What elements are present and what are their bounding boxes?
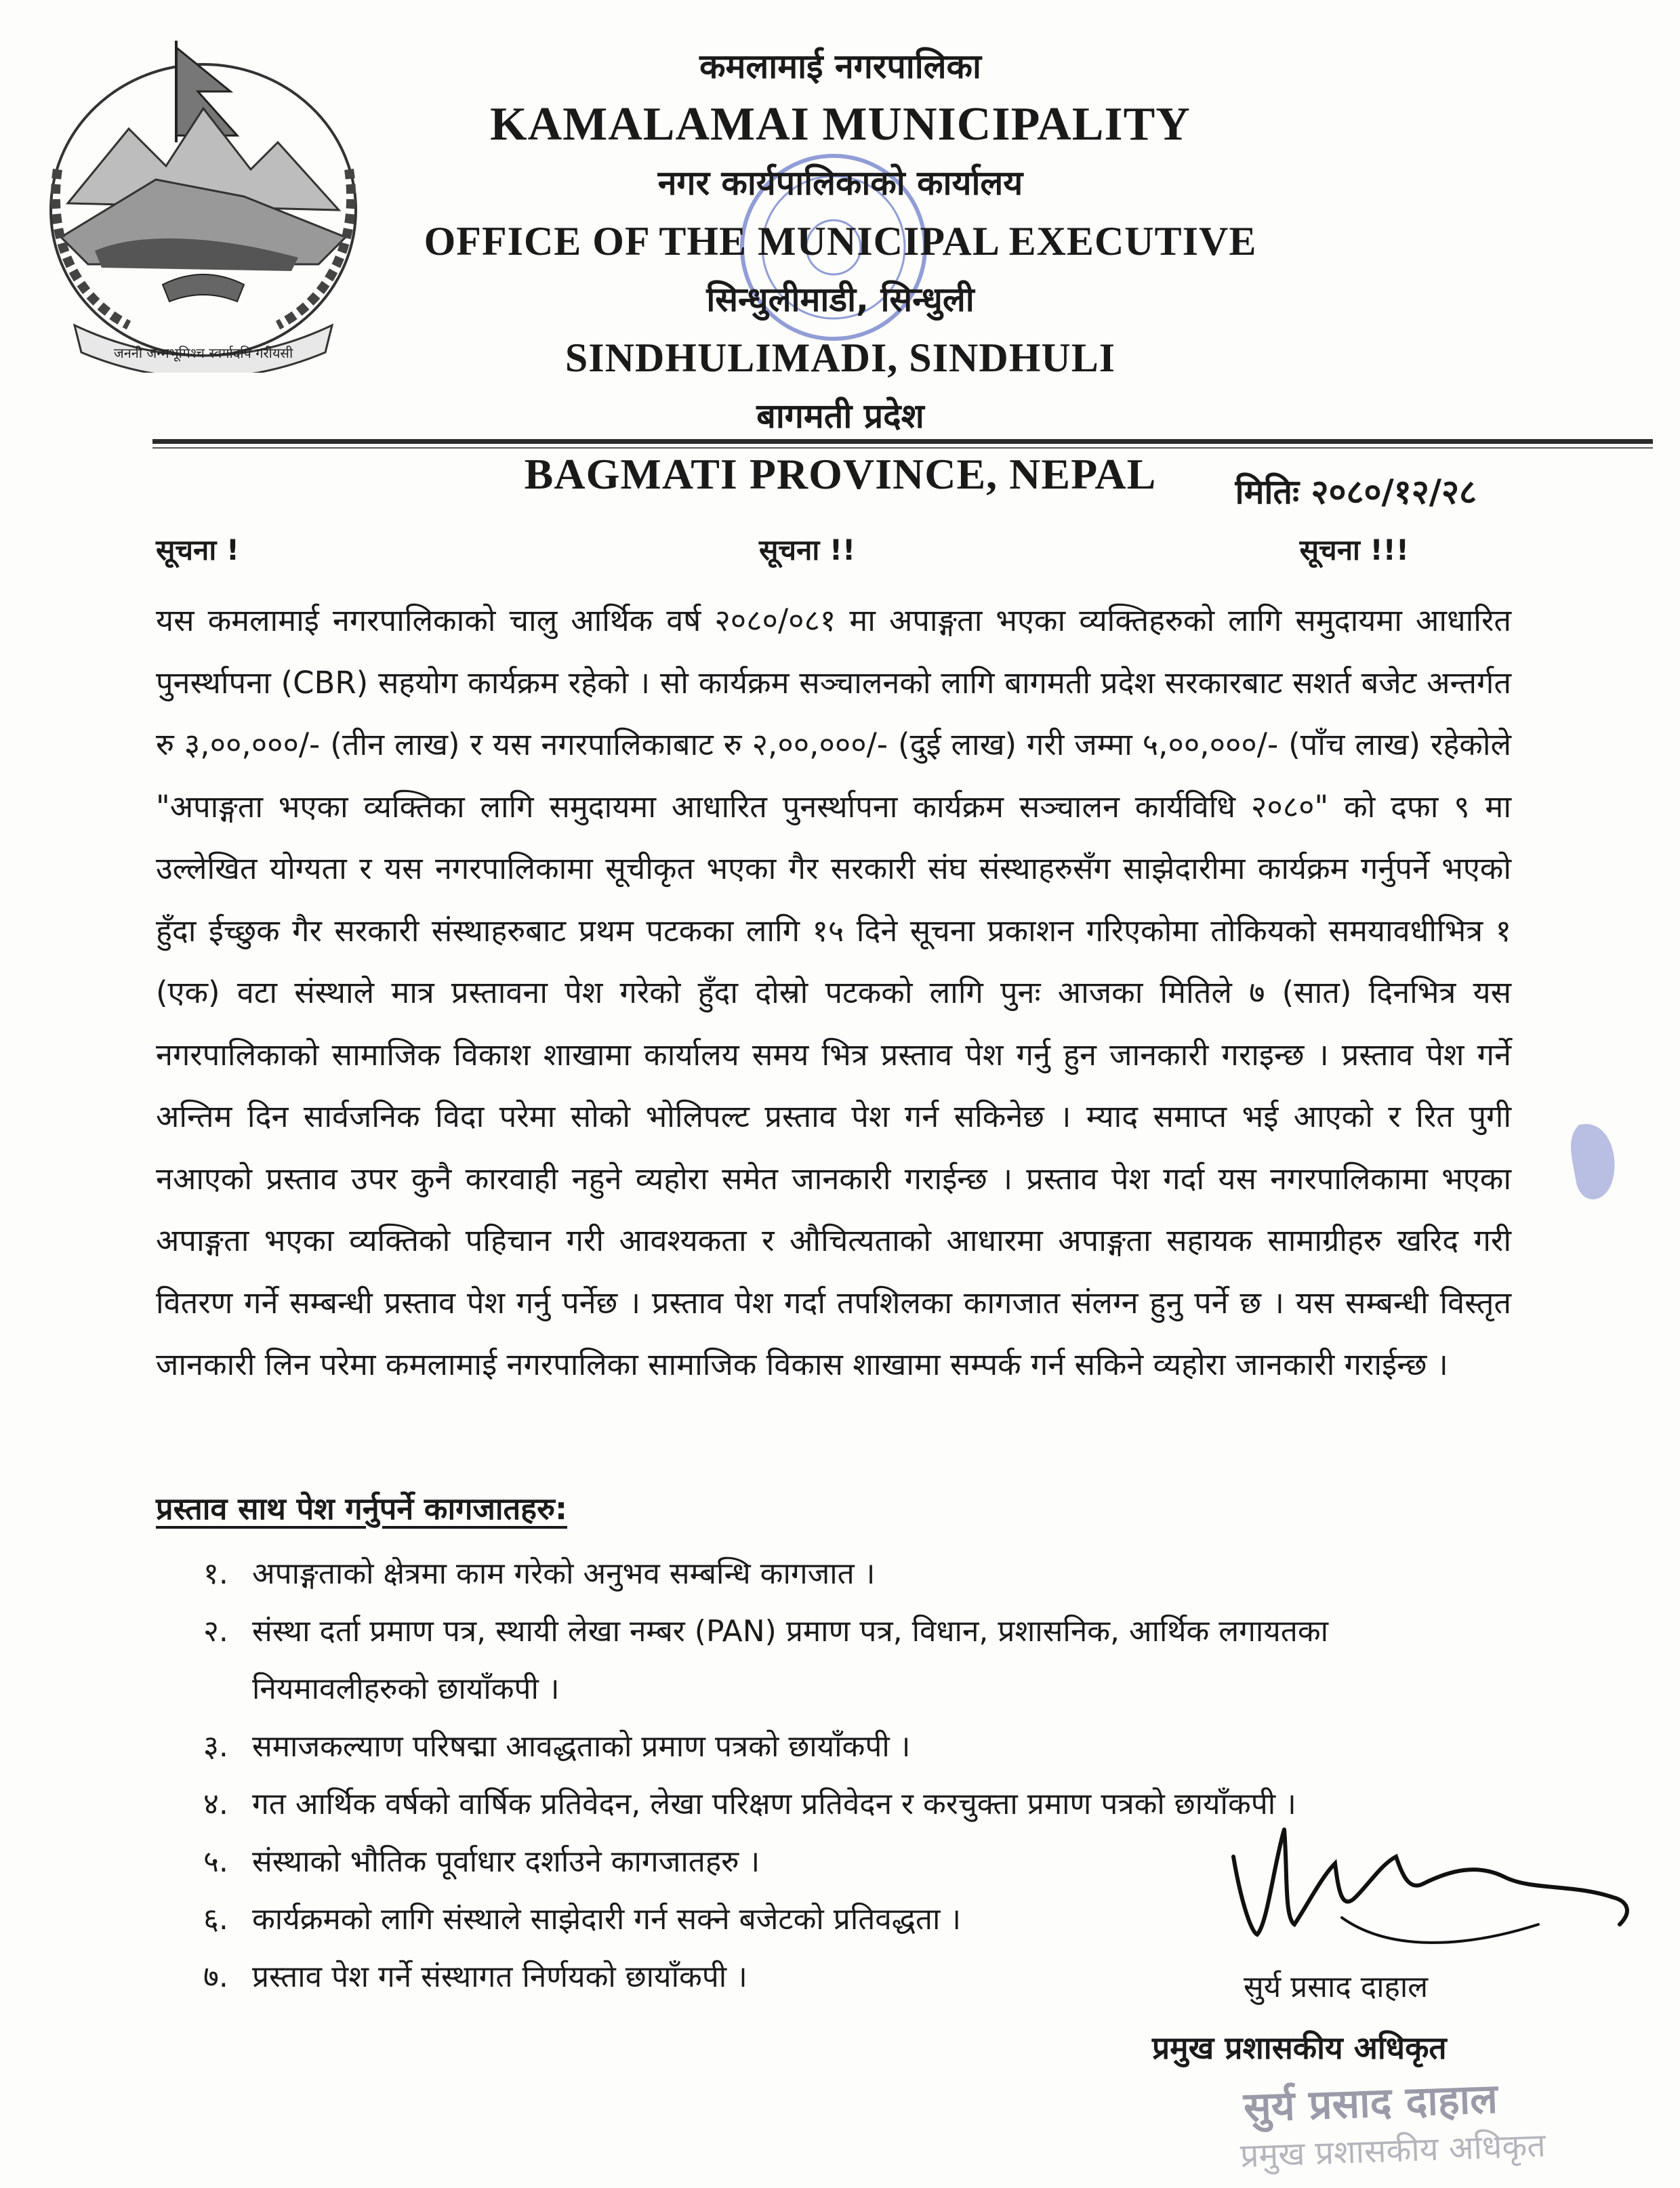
stamp-signatory-name: सुर्य प्रसाद दाहाल	[1242, 2075, 1498, 2132]
notice-date: मितिः २०८०/१२/२८	[1235, 472, 1477, 512]
list-item-number: ६.	[203, 1902, 228, 1937]
notice-body: यस कमलामाई नगरपालिकाको चालु आर्थिक वर्ष २०८०/०८१ मा अपाङ्गता भएका व्यक्तिहरुको लागि समुदायमा आधारित पुनर्स्थापना (CBR) सहयोग कार्यक्रम रहेको । सो कार्यक्रम सञ्चालनको लागि बागमती प्रदेश सरकारबाट सशर्त बजेट अन्तर्गत रु ३,००,०००/- (तीन लाख) र यस नगरपालिकाबाट रु २,००,०००/- (दुई लाख) गरी जम्मा ५,००,०००/- (पाँच लाख) रहेकोले "अपाङ्गता भएका व्यक्तिका लागि समुदायमा आधारित पुनर्स्थापना कार्यक्रम सञ्चालन कार्यविधि २०८०" को दफा ९ मा उल्लेखित योग्यता र यस नगरपालिकामा सूचीकृत भएका गैर सरकारी संघ संस्थाहरुसँग साझेदारीमा कार्यक्रम गर्नुपर्ने भएको हुँदा ईच्छुक गैर सरकारी संस्थाहरुबाट प्रथम पटकका लागि १५ दिने सूचना प्रकाशन गरिएकोमा तोकियको समयावधीभित्र १ (एक) वटा संस्थाले मात्र प्रस्तावना पेश गरेको हुँदा दोस्रो पटकको लागि पुनः आजका मितिले ७ (सात) दिनभित्र यस नगरपालिकाको सामाजिक विकाश शाखामा कार्यालय समय भित्र प्रस्ताव पेश गर्नु हुन जानकारी गराइन्छ । प्रस्ताव पेश गर्ने अन्तिम दिन सार्वजनिक विदा परेमा सोको भोलिपल्ट प्रस्ताव पेश गर्न सकिनेछ । म्याद समाप्त भई आएको र रित पुगी नआएको प्रस्ताव उपर कुनै कारवाही नहुने व्यहोरा समेत जानकारी गराईन्छ । प्रस्ताव पेश गर्दा यस नगरपालिकामा भएका अपाङ्गता भएका व्यक्तिको पहिचान गरी आवश्यकता र औचित्यताको आधारमा अपाङ्गता सहायक सामाग्रीहरु खरिद गरी वितरण गर्ने सम्बन्धी प्रस्ताव पेश गर्नु पर्नेछ । प्रस्ताव पेश गर्दा तपशिलका कागजात संलग्न हुनु पर्ने छ । यस सम्बन्धी विस्तृत जानकारी लिन परेमा कमलामाई नगरपालिका सामाजिक विकास शाखामा सम्पर्क गर्न सकिने व्यहोरा जानकारी गराईन्छ ।	[156, 602, 1511, 1382]
signatory-title: प्रमुख प्रशासकीय अधिकृत	[1152, 2029, 1447, 2066]
list-item-number: १.	[203, 1556, 228, 1591]
signatory-name: सुर्य प्रसाद दाहाल	[1244, 1970, 1429, 2004]
header-divider	[152, 439, 1653, 444]
stamp-signatory-title: प्रमुख प्रशासकीय अधिकृत	[1239, 2126, 1546, 2175]
notice-label-1: सूचना !	[156, 533, 240, 566]
province-en: BAGMATI PROVINCE, NEPAL	[524, 450, 1157, 498]
list-item-text: प्रस्ताव पेश गर्ने संस्थागत निर्णयको छायाँकपी ।	[252, 1960, 747, 1994]
list-item	[203, 1603, 1491, 1718]
list-item-number: ३.	[203, 1729, 228, 1764]
municipality-name-en: KAMALAMAI MUNICIPALITY	[490, 98, 1191, 150]
nepal-emblem-icon	[20, 34, 386, 373]
list-item	[203, 1718, 1491, 1775]
list-item-text: समाजकल्याण परिषद्मा आवद्धताको प्रमाण पत्रको छायाँकपी ।	[252, 1729, 911, 1764]
ink-smudge-icon	[1565, 1111, 1626, 1213]
notice-headings	[156, 530, 1409, 577]
list-item-text: संस्थाको भौतिक पूर्वाधार दर्शाउने कागजातहरु ।	[252, 1844, 760, 1879]
list-item-number: ७.	[203, 1960, 228, 1994]
notice-label-2: सूचना !!	[759, 533, 856, 566]
list-item-text: अपाङ्गताको क्षेत्रमा काम गरेको अनुभव सम्बन्धि कागजात ।	[252, 1556, 876, 1591]
list-item-text: संस्था दर्ता प्रमाण पत्र, स्थायी लेखा नम्बर (PAN) प्रमाण पत्र, विधान, प्रशासनिक, आर्थिक लगायतका नियमावलीहरुको छायाँकपी ।	[252, 1614, 1329, 1706]
list-item-text: गत आर्थिक वर्षको वार्षिक प्रतिवेदन, लेखा परिक्षण प्रतिवेदन र करचुक्ता प्रमाण पत्रको छायाँकपी ।	[252, 1787, 1296, 1821]
place-en: SINDHULIMADI, SINDHULI	[565, 335, 1116, 380]
list-item-number: ४.	[203, 1787, 228, 1821]
handwritten-signature-icon	[1220, 1816, 1640, 1972]
office-name-en: OFFICE OF THE MUNICIPAL EXECUTIVE	[424, 219, 1257, 264]
municipality-name-np: कमलामाई नगरपालिका	[699, 47, 981, 86]
letterhead	[352, 37, 1328, 503]
place-np: सिन्धुलीमाडी, सिन्धुली	[706, 280, 975, 319]
requirements-title: प्रस्ताव साथ पेश गर्नुपर्ने कागजातहरु:	[156, 1491, 567, 1527]
office-name-np: नगर कार्यपालिकाको कार्यालय	[657, 163, 1023, 203]
header-divider-thin	[152, 447, 1653, 449]
emblem-motto: जननी जन्मभूमिश्च स्वर्गादपि गरीयसी	[113, 345, 293, 361]
province-np: बागमती प्रदेश	[756, 396, 924, 436]
list-item	[203, 1545, 1491, 1603]
list-item-number: ५.	[203, 1844, 228, 1879]
list-item-number: २.	[203, 1614, 228, 1649]
list-item-text: कार्यक्रमको लागि संस्थाले साझेदारी गर्न सक्ने बजेटको प्रतिवद्धता ।	[252, 1902, 962, 1937]
notice-label-3: सूचना !!!	[1299, 533, 1409, 566]
